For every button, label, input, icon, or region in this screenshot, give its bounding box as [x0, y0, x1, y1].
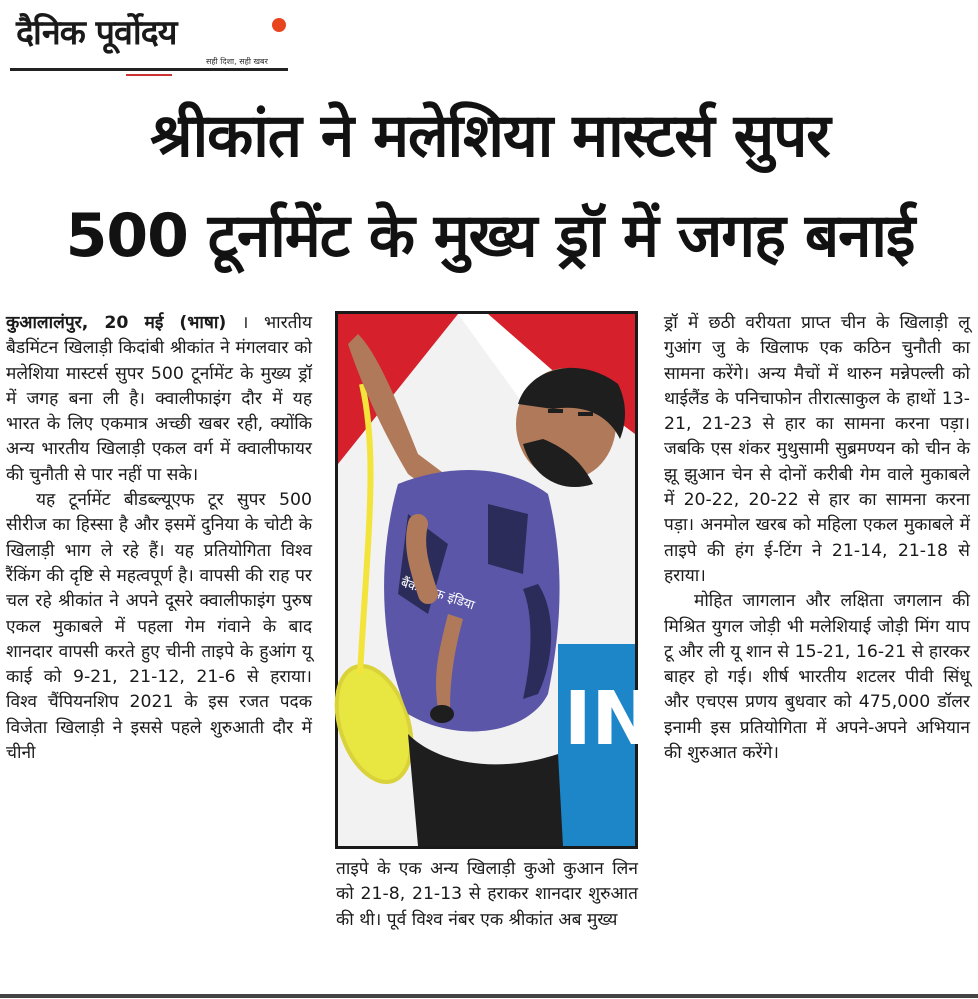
page-bottom-rule [0, 994, 978, 998]
article-paragraph-2: यह टूर्नामेंट बीडब्ल्यूएफ टूर सुपर 500 सीरीज का हिस्सा है और इसमें दुनिया के चोटी के खिलाड़ी भाग ले रहे हैं। यह प्रतियोगिता विश्व रैंकिंग की दृष्टि से महत्वपूर्ण है। वापसी की राह पर चल रहे श्रीकांत ने अपने दूसरे क्वालीफाइंग पुरुष एकल मुकाबले में पहला गेम गंवाने के बाद शानदार वापसी करते हुए चीनी ताइपे के हुआंग यू काई को 9-21, 21-12, 21-6 से हराया। विश्व चैंपियनशिप 2021 के इस रजत पदक विजेता खिलाड़ी ने इससे पहले शुरुआती दौर में चीनी [6, 490, 312, 764]
masthead-rule [10, 68, 288, 71]
news-photo [335, 311, 654, 849]
backdrop-letters: IN [564, 676, 654, 762]
article-paragraph-5: मोहित जागलान और लक्षिता जगलान की मिश्रित युगल जोड़ी भी मलेशियाई जोड़ी मिंग याप टू और ली यू शान से 15-21, 16-21 से हारकर बाहर हो गई। शीर्ष भारतीय शटलर पीवी सिंधू और एचएस प्रणय बुधवार को 475,000 डॉलर इनामी इस प्रतियोगिता में अपने-अपने अभियान की शुरुआत करेंगे। [664, 591, 970, 764]
headline-line-2: 500 टूर्नामेंट के मुख्य ड्रॉ में जगह बनाई [65, 201, 915, 271]
masthead [10, 8, 288, 76]
brand-logo: दैनिक पूर्वोदय [16, 13, 177, 53]
article-column-middle [336, 857, 638, 933]
masthead-accent-rule [126, 74, 172, 76]
brand-tagline: सही दिशा, सही खबर [206, 57, 268, 66]
headline-line-1: श्रीकांत ने मलेशिया मास्टर्स सुपर [150, 101, 830, 171]
article-column-left [6, 311, 312, 766]
article-paragraph-1 [6, 311, 312, 488]
article-paragraph-3: ताइपे के एक अन्य खिलाड़ी कुओ कुआन लिन को 21-8, 21-13 से हराकर शानदार शुरुआत की थी। पूर्व विश्व नंबर एक श्रीकांत अब मुख्य [336, 859, 638, 930]
article-column-right [664, 311, 970, 766]
headline [20, 86, 960, 286]
dateline: कुआलालंपुर, 20 मई (भाषा) [6, 313, 227, 333]
badminton-player-illustration [338, 314, 654, 846]
article-paragraph-4: ड्रॉ में छठी वरीयता प्राप्त चीन के खिलाड़ी लू गुआंग जु के खिलाफ एक कठिन चुनौती का सामना करेंगे। अन्य मैचों में थारुन मन्नेपल्ली को थाईलैंड के पनिचाफोन तीरात्साकुल के हाथों 13-21, 21-23 से हार का सामना करना पड़ा। जबकि एस शंकर मुथुसामी सुब्रमण्यन को चीन के झू झुआन चेन से दोनों करीबी गेम वाले मुकाबले में 20-22, 20-22 से हार का सामना करना पड़ा। अनमोल खरब को महिला एकल मुकाबले में ताइपे की हंग ई-टिंग ने 21-14, 21-18 से हराया। [664, 313, 970, 586]
jersey-sponsor-text: बैंक ऑफ इंडिया [398, 575, 477, 614]
brand-dot-icon [272, 18, 286, 32]
article-paragraph-1-text: । भारतीय बैडमिंटन खिलाड़ी किदांबी श्रीकांत ने मंगलवार को मलेशिया मास्टर्स सुपर 500 टूर्नामेंट के मुख्य ड्रॉ में जगह बना ली है। क्वालीफाइंग दौर में यह भारत के लिए एकमात्र अच्छी खबर रही, क्योंकि अन्य भारतीय खिलाड़ी एकल वर्ग में क्वालीफायर की चुनौती से पार नहीं पा सके। [6, 313, 312, 485]
